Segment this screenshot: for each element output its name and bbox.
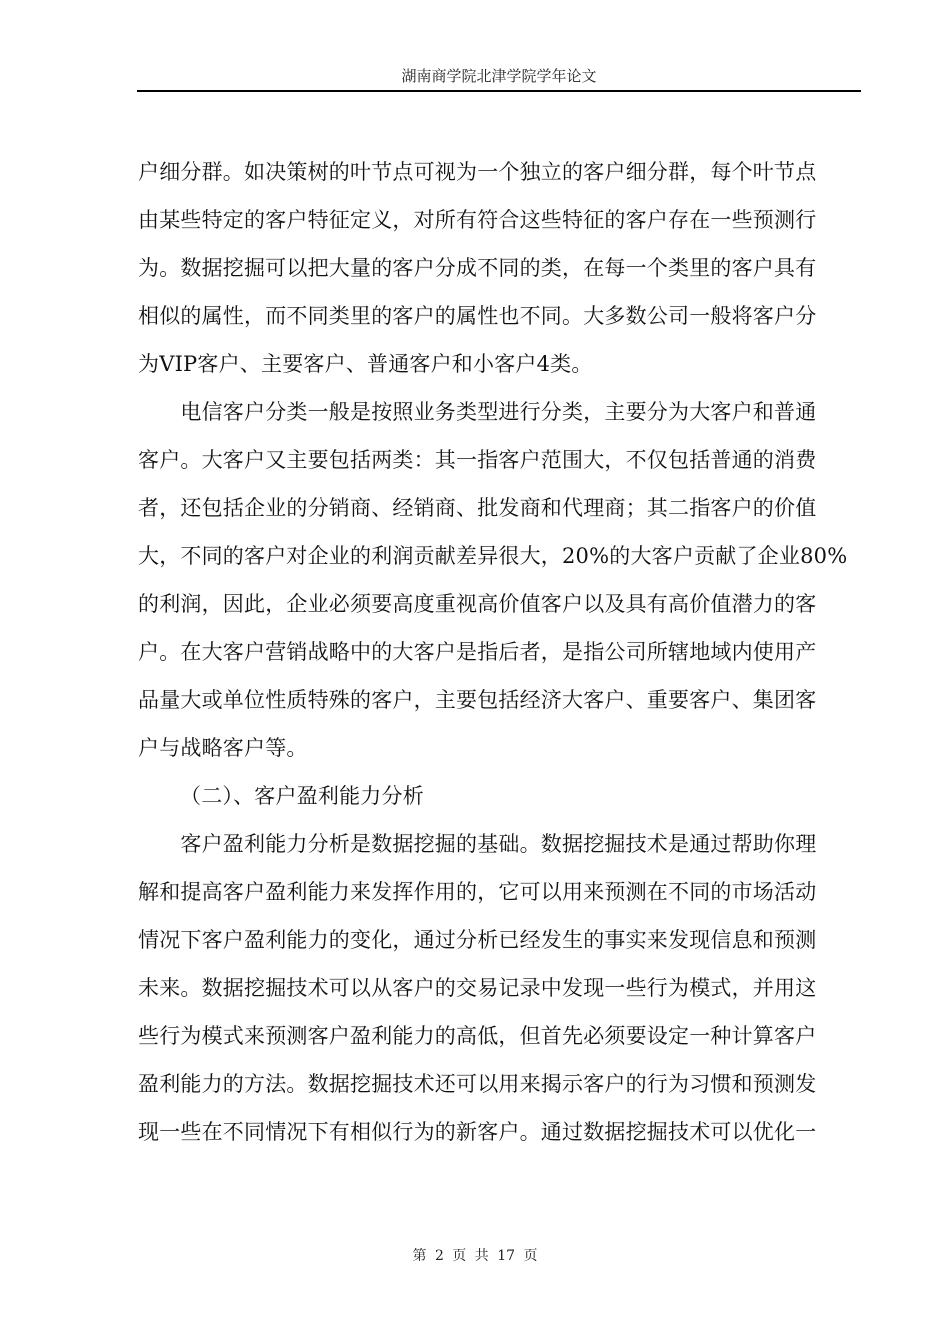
text-line: 户与战略客户等。	[138, 736, 308, 760]
text-line: 情况下客户盈利能力的变化，通过分析已经发生的事实来发现信息和预测	[138, 928, 817, 952]
page-number: 第 2 页 共 17 页	[412, 1248, 538, 1264]
section-heading: （二）、客户盈利能力分析	[180, 784, 424, 808]
text-line: 未来。数据挖掘技术可以从客户的交易记录中发现一些行为模式，并用这	[138, 976, 817, 1000]
text-line: 解和提高客户盈利能力来发挥作用的，它可以用来预测在不同的市场活动	[138, 880, 817, 904]
text-line: 大，不同的客户对企业的利润贡献差异很大，20%的大客户贡献了企业80%	[138, 544, 848, 568]
text-line: 品量大或单位性质特殊的客户，主要包括经济大客户、重要客户、集团客	[138, 688, 817, 712]
document-body	[138, 148, 854, 1156]
text-line: 客户盈利能力分析是数据挖掘的基础。数据挖掘技术是通过帮助你理	[138, 832, 817, 856]
text-line: 户细分群。如决策树的叶节点可视为一个独立的客户细分群，每个叶节点	[138, 160, 817, 184]
text-line: 由某些特定的客户特征定义，对所有符合这些特征的客户存在一些预测行	[138, 208, 817, 232]
text-line: 电信客户分类一般是按照业务类型进行分类，主要分为大客户和普通	[138, 400, 817, 424]
text-line: 现一些在不同情况下有相似行为的新客户。通过数据挖掘技术可以优化一	[138, 1120, 817, 1144]
text-line: 客户。大客户又主要包括两类：其一指客户范围大，不仅包括普通的消费	[138, 448, 817, 472]
text-line: 为VIP客户、主要客户、普通客户和小客户4类。	[138, 352, 593, 376]
text-line: 为。数据挖掘可以把大量的客户分成不同的类，在每一个类里的客户具有	[138, 256, 817, 280]
header-divider	[137, 90, 861, 92]
text-line: 的利润，因此，企业必须要高度重视高价值客户以及具有高价值潜力的客	[138, 592, 817, 616]
text-line: 相似的属性，而不同类里的客户的属性也不同。大多数公司一般将客户分	[138, 304, 817, 328]
text-line: 盈利能力的方法。数据挖掘技术还可以用来揭示客户的行为习惯和预测发	[138, 1072, 817, 1096]
text-line: 户。在大客户营销战略中的大客户是指后者，是指公司所辖地域内使用产	[138, 640, 817, 664]
page-header-title: 湖南商学院北津学院学年论文	[401, 67, 597, 85]
text-line: 者，还包括企业的分销商、经销商、批发商和代理商；其二指客户的价值	[138, 496, 817, 520]
text-line: 些行为模式来预测客户盈利能力的高低，但首先必须要设定一种计算客户	[138, 1024, 817, 1048]
